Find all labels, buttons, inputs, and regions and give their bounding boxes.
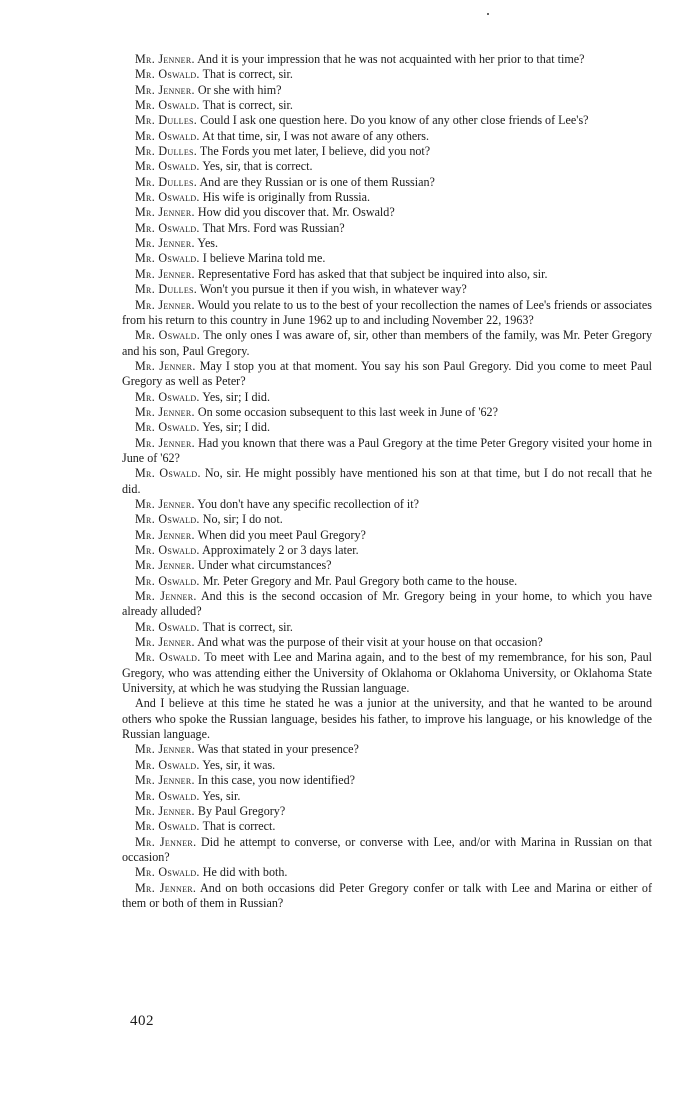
- speaker-name: Mr. Jenner.: [135, 803, 195, 818]
- testimony-paragraph: [122, 650, 652, 696]
- speaker-name: Mr. Oswald.: [135, 573, 200, 588]
- speaker-name: Mr. Dulles.: [135, 282, 198, 297]
- testimony-paragraph: [122, 144, 652, 159]
- speaker-name: Mr. Oswald.: [135, 190, 200, 205]
- speech-text: By Paul Gregory?: [197, 803, 286, 818]
- testimony-paragraph: [122, 98, 652, 113]
- speaker-name: Mr. Dulles.: [135, 174, 198, 189]
- speaker-name: Mr. Jenner.: [135, 558, 195, 573]
- testimony-paragraph: [122, 865, 652, 880]
- testimony-paragraph: [122, 758, 652, 773]
- speech-text: You don't have any specific recollection of it?: [197, 496, 420, 511]
- speaker-name: Mr. Jenner.: [135, 297, 195, 312]
- speech-text: In this case, you now identified?: [197, 773, 356, 788]
- speaker-name: Mr. Oswald.: [135, 466, 201, 481]
- speaker-name: Mr. Jenner.: [135, 404, 195, 419]
- speech-text: Under what circumstances?: [197, 558, 332, 573]
- testimony-paragraph: [122, 328, 652, 359]
- testimony-paragraph: [122, 543, 652, 558]
- speaker-name: Mr. Oswald.: [135, 67, 200, 82]
- speech-text: Mr. Peter Gregory and Mr. Paul Gregory both came to the house.: [202, 573, 518, 588]
- page-number: 402: [130, 1013, 154, 1029]
- speech-text: That is correct.: [202, 819, 276, 834]
- testimony-paragraph: [122, 298, 652, 329]
- speech-text: When did you meet Paul Gregory?: [197, 527, 366, 542]
- testimony-paragraph: [122, 881, 652, 912]
- testimony-paragraph: [122, 405, 652, 420]
- speaker-name: Mr. Jenner.: [135, 773, 195, 788]
- speech-text: He did with both.: [202, 865, 288, 880]
- speaker-name: Mr. Jenner.: [135, 880, 197, 895]
- speaker-name: Mr. Dulles.: [135, 144, 198, 159]
- speaker-name: Mr. Jenner.: [135, 205, 195, 220]
- speaker-name: Mr. Jenner.: [135, 589, 197, 604]
- speaker-name: Mr. Oswald.: [135, 543, 200, 557]
- speech-text: Did he attempt to converse, or converse with Lee, and/or with Marina in Russian on that occasion?: [122, 834, 652, 864]
- speaker-name: Mr. Oswald.: [135, 619, 200, 634]
- speaker-name: Mr. Oswald.: [135, 819, 200, 834]
- speech-text: That is correct, sir.: [202, 619, 293, 634]
- speech-text: Yes, sir.: [202, 788, 241, 803]
- speaker-name: Mr. Jenner.: [135, 266, 195, 281]
- speaker-name: Mr. Oswald.: [135, 757, 200, 772]
- speech-text: No, sir; I do not.: [202, 512, 283, 527]
- speech-text: And are they Russian or is one of them Russian?: [199, 174, 435, 189]
- speech-text: Yes, sir, it was.: [202, 757, 276, 772]
- speech-text: And on both occasions did Peter Gregory confer or talk with Lee and Marina or either of them or both of them in Russian?: [122, 880, 652, 910]
- speech-text: Yes.: [197, 236, 219, 251]
- speaker-name: Mr. Jenner.: [135, 236, 195, 251]
- speaker-name: Mr. Oswald.: [135, 512, 200, 527]
- speech-text: Yes, sir; I did.: [202, 389, 270, 404]
- speech-text: On some occasion subsequent to this last week in June of '62?: [197, 404, 498, 419]
- speech-text: Had you known that there was a Paul Gregory at the time Peter Gregory visited your home in June of '62?: [122, 435, 652, 465]
- testimony-paragraph: [122, 512, 652, 527]
- testimony-paragraph: [122, 528, 652, 543]
- speech-text: The Fords you met later, I believe, did you not?: [199, 144, 431, 159]
- testimony-paragraph: [122, 819, 652, 834]
- testimony-paragraph: [122, 159, 652, 174]
- speaker-name: Mr. Oswald.: [135, 865, 200, 880]
- speech-text: May I stop you at that moment. You say his son Paul Gregory. Did you come to meet Paul Gregory as well as Peter?: [122, 358, 652, 389]
- testimony-paragraph: [122, 67, 652, 82]
- speech-text: His wife is originally from Russia.: [202, 190, 371, 205]
- testimony-paragraph: [122, 52, 652, 67]
- testimony-paragraph: [122, 620, 652, 635]
- speech-text: At that time, sir, I was not aware of any others.: [202, 128, 429, 143]
- speech-text: That Mrs. Ford was Russian?: [202, 220, 345, 235]
- speech-text: Or she with him?: [197, 82, 282, 97]
- testimony-paragraph: [122, 390, 652, 405]
- speaker-name: Mr. Jenner.: [135, 742, 195, 757]
- testimony-paragraph: [122, 497, 652, 512]
- speaker-name: Mr. Jenner.: [135, 82, 195, 97]
- testimony-paragraph: [122, 436, 652, 467]
- speech-text: I believe Marina told me.: [202, 251, 326, 266]
- speaker-name: Mr. Jenner.: [135, 496, 195, 511]
- testimony-paragraph: [122, 742, 652, 757]
- speaker-name: Mr. Jenner.: [135, 52, 195, 66]
- speaker-name: Mr. Oswald.: [135, 98, 200, 113]
- scan-speck: [487, 13, 489, 15]
- testimony-paragraph: [122, 773, 652, 788]
- speech-text: No, sir. He might possibly have mentioned his son at that time, but I do not recall that he did.: [122, 466, 653, 496]
- testimony-paragraph: [122, 359, 652, 390]
- testimony-paragraph: [122, 113, 652, 128]
- speech-text: And it is your impression that he was not acquainted with her prior to that time?: [197, 52, 585, 66]
- speech-text: And what was the purpose of their visit at your house on that occasion?: [197, 635, 543, 650]
- testimony-paragraph: [122, 267, 652, 282]
- speech-text: How did you discover that. Mr. Oswald?: [197, 205, 395, 220]
- speaker-name: Mr. Jenner.: [135, 635, 195, 650]
- speech-text: Would you relate to us to the best of your recollection the names of Lee's friends or associates from his return to this country in June 1962 up to and including November 22, 1963?: [122, 297, 652, 327]
- speaker-name: Mr. Oswald.: [135, 650, 201, 665]
- testimony-paragraph: [122, 420, 652, 435]
- speaker-name: Mr. Oswald.: [135, 220, 200, 235]
- speech-text: Could I ask one question here. Do you know of any other close friends of Lee's?: [200, 113, 589, 128]
- speech-text: To meet with Lee and Marina again, and to the best of my remembrance, for his son, Paul Gregory, who was attending either the University of Oklahoma or Oklahoma University, or Oklahoma State University, at which he was studying the Russian language.: [122, 650, 652, 696]
- testimony-paragraph: [122, 236, 652, 251]
- speech-text: Approximately 2 or 3 days later.: [202, 543, 359, 557]
- speaker-name: Mr. Jenner.: [135, 834, 197, 849]
- speech-text: And this is the second occasion of Mr. Gregory being in your home, to which you have already alluded?: [122, 589, 652, 619]
- testimony-paragraph: [122, 589, 652, 620]
- testimony-paragraph: [122, 83, 652, 98]
- testimony-paragraph: [122, 221, 652, 236]
- testimony-paragraph: [122, 804, 652, 819]
- speaker-name: Mr. Oswald.: [135, 159, 200, 174]
- speech-text: Yes, sir, that is correct.: [202, 159, 313, 174]
- speech-text: Was that stated in your presence?: [197, 742, 359, 757]
- testimony-paragraph: [122, 129, 652, 144]
- speech-text: And I believe at this time he stated he was a junior at the university, and that he wanted to be around others who spoke the Russian language, besides his father, to improve his language, or his knowledge of the Russian language.: [122, 696, 652, 742]
- testimony-paragraph: [122, 175, 652, 190]
- speaker-name: Mr. Oswald.: [135, 389, 200, 404]
- speaker-name: Mr. Oswald.: [135, 251, 200, 266]
- speaker-name: Mr. Jenner.: [135, 527, 195, 542]
- testimony-paragraph: [122, 205, 652, 220]
- testimony-paragraph: [122, 789, 652, 804]
- transcript-body: [122, 52, 652, 911]
- speaker-name: Mr. Oswald.: [135, 420, 200, 435]
- testimony-paragraph: [122, 190, 652, 205]
- speech-text: Won't you pursue it then if you wish, in whatever way?: [199, 282, 467, 297]
- speech-text: That is correct, sir.: [202, 98, 293, 113]
- speaker-name: Mr. Jenner.: [135, 435, 195, 450]
- testimony-paragraph: [122, 835, 652, 866]
- testimony-paragraph: [122, 251, 652, 266]
- testimony-paragraph: [122, 558, 652, 573]
- speech-text: That is correct, sir.: [202, 67, 293, 82]
- testimony-paragraph: [122, 466, 652, 497]
- speech-text: The only ones I was aware of, sir, other than members of the family, was Mr. Peter Gregory and his son, Paul Gregory.: [122, 328, 653, 358]
- testimony-paragraph: [122, 635, 652, 650]
- speaker-name: Mr. Dulles.: [135, 113, 198, 128]
- testimony-paragraph: [122, 282, 652, 297]
- testimony-paragraph: [122, 696, 652, 742]
- speech-text: Representative Ford has asked that that subject be inquired into also, sir.: [197, 266, 548, 281]
- speaker-name: Mr. Jenner.: [135, 358, 196, 373]
- speech-text: Yes, sir; I did.: [202, 420, 270, 435]
- speaker-name: Mr. Oswald.: [135, 788, 200, 803]
- speaker-name: Mr. Oswald.: [135, 328, 201, 343]
- testimony-paragraph: [122, 574, 652, 589]
- speaker-name: Mr. Oswald.: [135, 128, 200, 143]
